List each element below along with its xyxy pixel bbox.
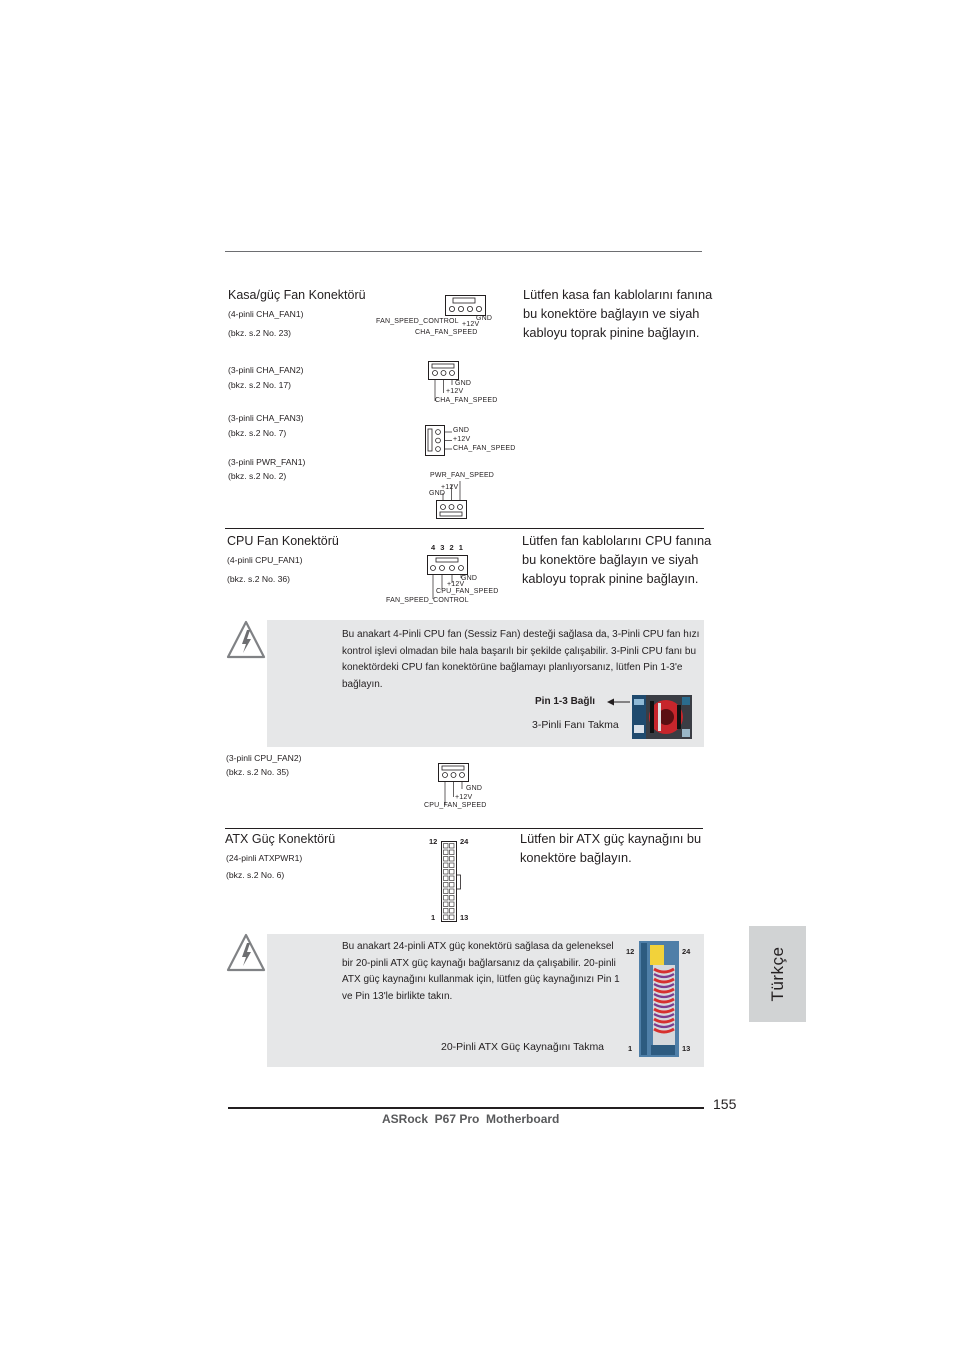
- cpu-fan2-pins: (3-pinli CPU_FAN2): [226, 753, 302, 763]
- atxpwr1-ref: (bkz. s.2 No. 6): [226, 870, 285, 880]
- pin-connect-label: Pin 1-3 Bağlı: [535, 696, 596, 707]
- atx-pin: [450, 850, 455, 855]
- cha-fan3-connector-diagram: [425, 425, 455, 457]
- cpu-fan1-control-label: FAN_SPEED_CONTROL: [386, 597, 469, 604]
- language-tab-label: Türkçe: [767, 946, 787, 1002]
- divider-cpu: [225, 528, 704, 529]
- atx-photo-pin-1: 1: [628, 1044, 633, 1053]
- atx-power-description: Lütfen bir ATX güç kaynağını bu konektöre bağlayın.: [520, 831, 702, 866]
- pwr-fan1-connector-diagram: [436, 481, 468, 521]
- fan-connector-photo: [632, 695, 692, 739]
- footer-rule: [228, 1107, 704, 1109]
- atx-pin-12-label: 12: [429, 837, 438, 846]
- warning-icon: [226, 620, 268, 660]
- warning-icon: [226, 933, 268, 973]
- atx-pin: [450, 902, 455, 907]
- atx-pin: [444, 883, 449, 888]
- atx-pin: [450, 844, 455, 849]
- atx-pin: [450, 857, 455, 862]
- cpu-fan2-ref: (bkz. s.2 No. 35): [226, 767, 290, 777]
- atx-caption: 20-Pinli ATX Güç Kaynağını Takma: [441, 1041, 605, 1053]
- cha-fan2-pins: (3-pinli CHA_FAN2): [228, 365, 304, 375]
- cpu-fan1-pins: (4-pinli CPU_FAN1): [227, 555, 303, 565]
- atx-photo-pin-13: 13: [682, 1044, 691, 1053]
- pwr-fan1-gnd-label: GND: [429, 490, 446, 497]
- atx-pin: [444, 870, 449, 875]
- cha-fan3-gnd-label: GND: [453, 427, 470, 434]
- cha-fan1-control-label: FAN_SPEED_CONTROL: [376, 318, 459, 325]
- pwr-fan1-pins: (3-pinli PWR_FAN1): [228, 457, 306, 467]
- atx-note-text: Bu anakart 24-pinli ATX güç konektörü sağlasa da geleneksel bir 20-pinli ATX güç kaynağı bağlarsanız da çalışabilir. 20-pinli ATX güç kaynağını kullanmak için, lütfen güç kaynağınızı Pin 1 ve Pin 13'le birlikte takın.: [342, 941, 620, 1003]
- atx-pin-1-label: 1: [431, 913, 436, 922]
- cha-fan3-pins: (3-pinli CHA_FAN3): [228, 413, 304, 423]
- chassis-fan-description: Lütfen kasa fan kablolarını fanına bu konektöre bağlayın ve siyah kabloyu toprak pinine bağlayın.: [523, 287, 713, 341]
- atx-power-title: ATX Güç Konektörü: [225, 832, 336, 846]
- language-tab: [749, 926, 806, 1022]
- cpu-fan-description: Lütfen fan kablolarını CPU fanına bu konektöre bağlayın ve siyah kabloyu toprak pinine bağlayın.: [522, 533, 712, 587]
- footer-product: ASRock P67 Pro Motherboard: [382, 1112, 560, 1126]
- atx-photo-pin-24: 24: [682, 947, 691, 956]
- atx-connector-photo: [639, 941, 679, 1057]
- cpu-fan2-gnd-label: GND: [466, 785, 483, 792]
- cha-fan3-speed-label: CHA_FAN_SPEED: [453, 445, 516, 452]
- cha-fan2-ref: (bkz. s.2 No. 17): [228, 380, 292, 390]
- pwr-fan1-12v-label: +12V: [441, 484, 459, 491]
- atx-pin-13-label: 13: [460, 913, 469, 922]
- atx-pin: [444, 915, 449, 920]
- cpu-fan1-ref: (bkz. s.2 No. 36): [227, 574, 291, 584]
- atx-pin: [444, 902, 449, 907]
- atx-24pin-connector-diagram: [441, 841, 465, 923]
- atx-pin: [444, 876, 449, 881]
- cpu-fan2-speed-label: CPU_FAN_SPEED: [424, 802, 487, 809]
- cpu-fan1-12v-label: +12V: [447, 581, 465, 588]
- arrow-left-icon: [607, 698, 631, 706]
- atx-pin: [450, 889, 455, 894]
- atx-pin: [450, 915, 455, 920]
- atx-pin: [444, 863, 449, 868]
- cpu-fan1-pin-numbers: 4 3 2 1: [431, 543, 465, 552]
- cpu-fan-title: CPU Fan Konektörü: [227, 534, 339, 548]
- atx-pin: [450, 870, 455, 875]
- cpu-fan1-speed-label: CPU_FAN_SPEED: [436, 588, 499, 595]
- atx-pin: [450, 883, 455, 888]
- atx-pin: [444, 889, 449, 894]
- atx-pin: [450, 909, 455, 914]
- cha-fan1-speed-label: CHA_FAN_SPEED: [415, 329, 478, 336]
- top-rule: [225, 251, 702, 252]
- atx-pin: [450, 863, 455, 868]
- atx-photo-pin-12: 12: [626, 947, 635, 956]
- atx-pin: [450, 876, 455, 881]
- cpu-fan2-12v-label: +12V: [455, 794, 473, 801]
- chassis-fan-title: Kasa/güç Fan Konektörü: [228, 288, 366, 302]
- atx-pin: [444, 896, 449, 901]
- atx-pin-24-label: 24: [460, 837, 469, 846]
- cpu-note-text: Bu anakart 4-Pinli CPU fan (Sessiz Fan) desteği sağlasa da, 3-Pinli CPU fan hızı kontrol işlevi olmadan bile hala başarılı bir şekilde çalışabilir. 3-Pinli CPU fanı bu konektördeki CPU fan konektörüne bağlamayı planlıyorsanız, lütfen Pin 1-3'e bağlayın.: [342, 629, 700, 691]
- cpu-fan1-gnd-label: GND: [461, 575, 478, 582]
- atx-pin: [450, 896, 455, 901]
- cha-fan1-pins: (4-pinli CHA_FAN1): [228, 309, 304, 319]
- cha-fan3-ref: (bkz. s.2 No. 7): [228, 428, 287, 438]
- cha-fan1-gnd-label: GND: [476, 315, 493, 322]
- cha-fan2-12v-label: +12V: [446, 388, 464, 395]
- atx-pin: [444, 850, 449, 855]
- pwr-fan1-speed-label: PWR_FAN_SPEED: [430, 472, 495, 479]
- cha-fan1-ref: (bkz. s.2 No. 23): [228, 328, 292, 338]
- atxpwr1-pins: (24-pinli ATXPWR1): [226, 853, 303, 863]
- atx-pin: [444, 844, 449, 849]
- cha-fan2-gnd-label: GND: [455, 380, 472, 387]
- page-number: 155: [713, 1096, 737, 1112]
- atx-pin: [444, 909, 449, 914]
- cha-fan1-12v-label: +12V: [462, 321, 480, 328]
- atx-pin: [444, 857, 449, 862]
- cha-fan3-12v-label: +12V: [453, 436, 471, 443]
- pwr-fan1-ref: (bkz. s.2 No. 2): [228, 471, 287, 481]
- cha-fan2-speed-label: CHA_FAN_SPEED: [435, 397, 498, 404]
- install-caption: 3-Pinli Fanı Takma: [532, 719, 619, 731]
